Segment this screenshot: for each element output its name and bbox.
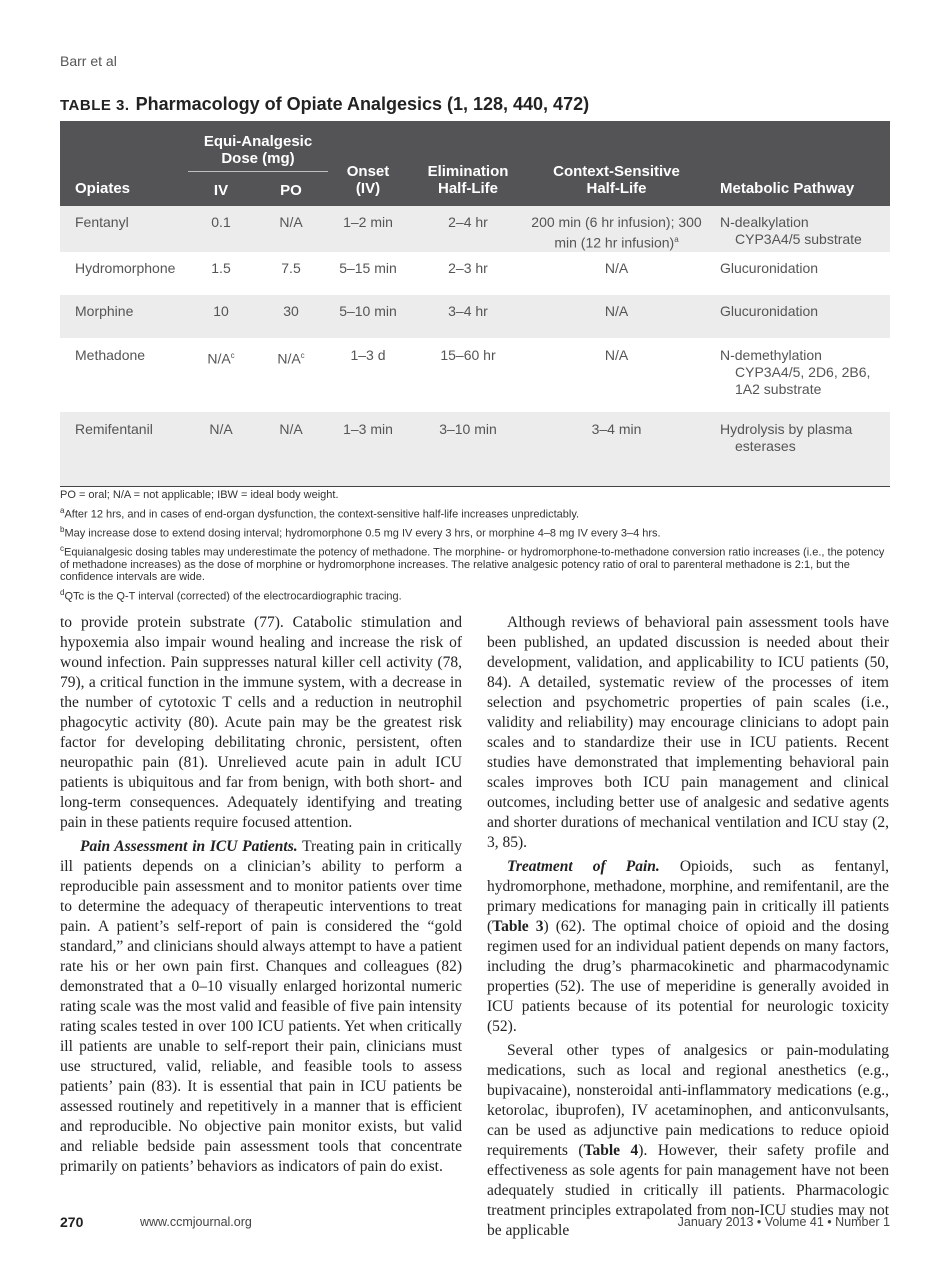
dose-po: 7.5: [281, 259, 301, 276]
footnote-a: $^a$After 12 hrs, and in cases of end-organ dysfunction, the context-sensitive half-life increases unpredictably.: [60, 505, 580, 521]
metabolic-pathway: Hydrolysis by plasma esterases: [705, 412, 890, 487]
footnote-d: $^d$QTc is the Q-T interval (corrected) of the electrocardiographic tracing.: [60, 587, 402, 603]
opiate-name: Methadone: [75, 346, 146, 363]
footnote-abbreviations: PO = oral; N/A = not applicable; IBW = ideal body weight.: [60, 489, 339, 501]
journal-url[interactable]: www.ccmjournal.org: [140, 1215, 252, 1229]
opiate-name: Morphine: [60, 295, 188, 338]
elimination: 3–4 hr: [408, 295, 528, 338]
onset: 5–15 min: [339, 259, 397, 276]
paragraph-pain-assessment: Pain Assessment in ICU Patients. Treating pain in critically ill patients depends on a clinician’s ability to perform a reproducible pain assessment and to monitor patients over time to determine the adequacy of therapeutic interventions to treat pain. A patient’s self-report of pain is considered the “gold standard,” and clinicians should always attempt to have a patient rate his or her own pain first. Chanques and colleagues (82) demonstrated that a 0–10 visually enlarged horizontal numeric rating scale was the most valid and feasible of five pain intensity rating scales tested in over 100 ICU patients. Yet when critically ill patients are unable to self-report their pain, clinicians must use structured, valid, reliable, and feasible tools to assess patients’ pain (83). It is essential that pain in ICU patients be assessed routinely and repetitively in a manner that is efficient and reproducible. No objective pain monitor exists, but valid and reliable bedside pain assessment tools that concentrate primarily on patients’ behaviors as indicators of pain do exist.: [60, 838, 462, 1175]
dose-po: N/A: [254, 206, 328, 252]
body-column-left: [60, 613, 462, 1181]
table-title-text: Pharmacology of Opiate Analgesics (1, 128, 440, 472): [135, 94, 590, 114]
opiate-name: Remifentanil: [60, 412, 188, 487]
context-half-life: N/A: [604, 346, 629, 363]
header-iv: IV: [188, 171, 254, 206]
dose-iv: 1.5: [211, 259, 231, 276]
metabolic-pathway: N-dealkylation CYP3A4/5 substrate: [705, 206, 890, 252]
paragraph: to provide protein substrate (77). Catabolic stimulation and hypoxemia also impair wound healing and increase the risk of wound infection. Pain suppresses natural killer cell activity (78, 79), a critical function in the immune system, with a decrease in the number of cytotoxic T cells and a reduction in neutrophil phagocytic activity (80). Acute pain may be the greatest risk factor for developing debilitating chronic, persistent, often neuropathic pain (81). Unrelieved acute pain in adult ICU patients is ubiquitous and far from benign, with both short- and long-term consequences. Adequately identifying and treating pain in these patients require focused attention.: [60, 614, 462, 831]
context-half-life: N/A: [528, 295, 705, 338]
dose-iv: N/A: [188, 412, 254, 487]
header-equi-analgesic: Equi-Analgesic Dose (mg): [188, 121, 328, 171]
dose-iv: 10: [188, 295, 254, 338]
paragraph-treatment-of-pain: Treatment of Pain. Opioids, such as fentanyl, hydromorphone, methadone, morphine, and remifentanil, are the primary medications for managing pain in critically ill patients (Table 3) (62). The optimal choice of opioid and the dosing regimen used for an individual patient depends on many factors, including the drug’s pharmacokinetic and pharmacodynamic properties (52). The use of meperidine is generally avoided in ICU patients because of its potential for neurologic toxicity (52).: [487, 858, 890, 1035]
table-row: [60, 412, 890, 487]
table-row: [60, 252, 890, 295]
opiate-name: Hydromorphone: [75, 259, 176, 276]
onset: 1–2 min: [328, 206, 408, 252]
header-context-sensitive: Context-Sensitive Half-Life: [528, 121, 705, 206]
footnote-c: $^c$Equianalgesic dosing tables may underestimate the potency of methadone. The morphine- or hydromorphone-to-methadone conversion ratio increases (i.e., the potency of methadone increases) as the dose of morphine or hydromorphone increases. The relative analgesic potency ratio of oral to parenteral methadone is 2:1, but the confidence intervals are wide.: [60, 543, 885, 584]
table-row: [60, 295, 890, 338]
header-elimination: Elimination Half-Life: [408, 121, 528, 206]
table-label: TABLE 3.: [60, 97, 130, 114]
header-po: PO: [254, 171, 328, 206]
table-row: [60, 338, 890, 412]
body-column-right: [487, 613, 889, 1245]
header-onset: Onset (IV): [328, 121, 408, 206]
metabolic-pathway: Glucuronidation: [705, 295, 890, 338]
paragraph: Several other types of analgesics or pain-modulating medications, such as local and regional anesthetics (e.g., bupivacaine), nonsteroidal anti-inflammatory medications (e.g., ketorolac, ibuprofen), IV acetaminophen, and anticonvulsants, can be used as adjunctive pain medications to reduce opioid requirements (Table 4). However, their safety profile and effectiveness as sole agents for pain management have not been adequately studied in critically ill patients. Pharmacologic treatment principles extrapolated from non-ICU studies may not be applicable: [487, 1042, 889, 1239]
table-footnotes: [60, 489, 890, 606]
table-reference[interactable]: Table 3: [492, 918, 544, 935]
page-number: 270: [60, 1214, 84, 1230]
elimination: 2–3 hr: [448, 259, 488, 276]
section-heading: Treatment of Pain.: [507, 858, 660, 875]
context-half-life: 200 min (6 hr infusion); 300 min (12 hr infusion)$^a$: [528, 206, 705, 252]
opiate-pharmacology-table: [60, 121, 890, 487]
elimination: 2–4 hr: [408, 206, 528, 252]
table-title: [60, 94, 589, 115]
dose-po: 30: [254, 295, 328, 338]
context-half-life: 3–4 min: [528, 412, 705, 487]
dose-iv: $N/A^c$: [207, 350, 235, 367]
metabolic-pathway: Glucuronidation: [720, 259, 819, 276]
metabolic-pathway: N-demethylation CYP3A4/5, 2D6, 2B6, 1A2 substrate: [720, 346, 871, 397]
onset: 5–10 min: [328, 295, 408, 338]
onset: 1–3 min: [328, 412, 408, 487]
context-half-life: N/A: [604, 259, 629, 276]
header-metabolic: Metabolic Pathway: [705, 121, 890, 206]
elimination: 3–10 min: [408, 412, 528, 487]
header-opiates: Opiates: [60, 121, 188, 206]
page-footer: [60, 1214, 890, 1234]
running-header: Barr et al: [60, 53, 117, 69]
opiate-name: Fentanyl: [60, 206, 188, 252]
issue-info: January 2013 • Volume 41 • Number 1: [677, 1215, 890, 1229]
dose-po: N/A: [254, 412, 328, 487]
onset: 1–3 d: [350, 346, 386, 363]
dose-po: $N/A^c$: [277, 350, 305, 367]
footnote-b: $^b$May increase dose to extend dosing interval; hydromorphone 0.5 mg IV every 3 hrs, or morphine 4–8 mg IV every 3–4 hrs.: [60, 524, 661, 540]
section-heading: Pain Assessment in ICU Patients.: [80, 838, 298, 855]
table-reference[interactable]: Table 4: [583, 1142, 639, 1159]
elimination: 15–60 hr: [440, 346, 496, 363]
paragraph: Although reviews of behavioral pain assessment tools have been published, an updated discussion is needed about their development, validation, and applicability to ICU patients (50, 84). A detailed, systematic review of the processes of item selection and psychometric properties of pain scales (i.e., validity and reliability) may encourage clinicians to adopt pain scales and to standardize their use in ICU patients. Recent studies have demonstrated that implementing behavioral pain scales improves both ICU pain management and clinical outcomes, including better use of analgesic and sedative agents and shorter durations of mechanical ventilation and ICU stay (2, 3, 85).: [487, 614, 889, 851]
table-row: [60, 206, 890, 252]
dose-iv: 0.1: [188, 206, 254, 252]
